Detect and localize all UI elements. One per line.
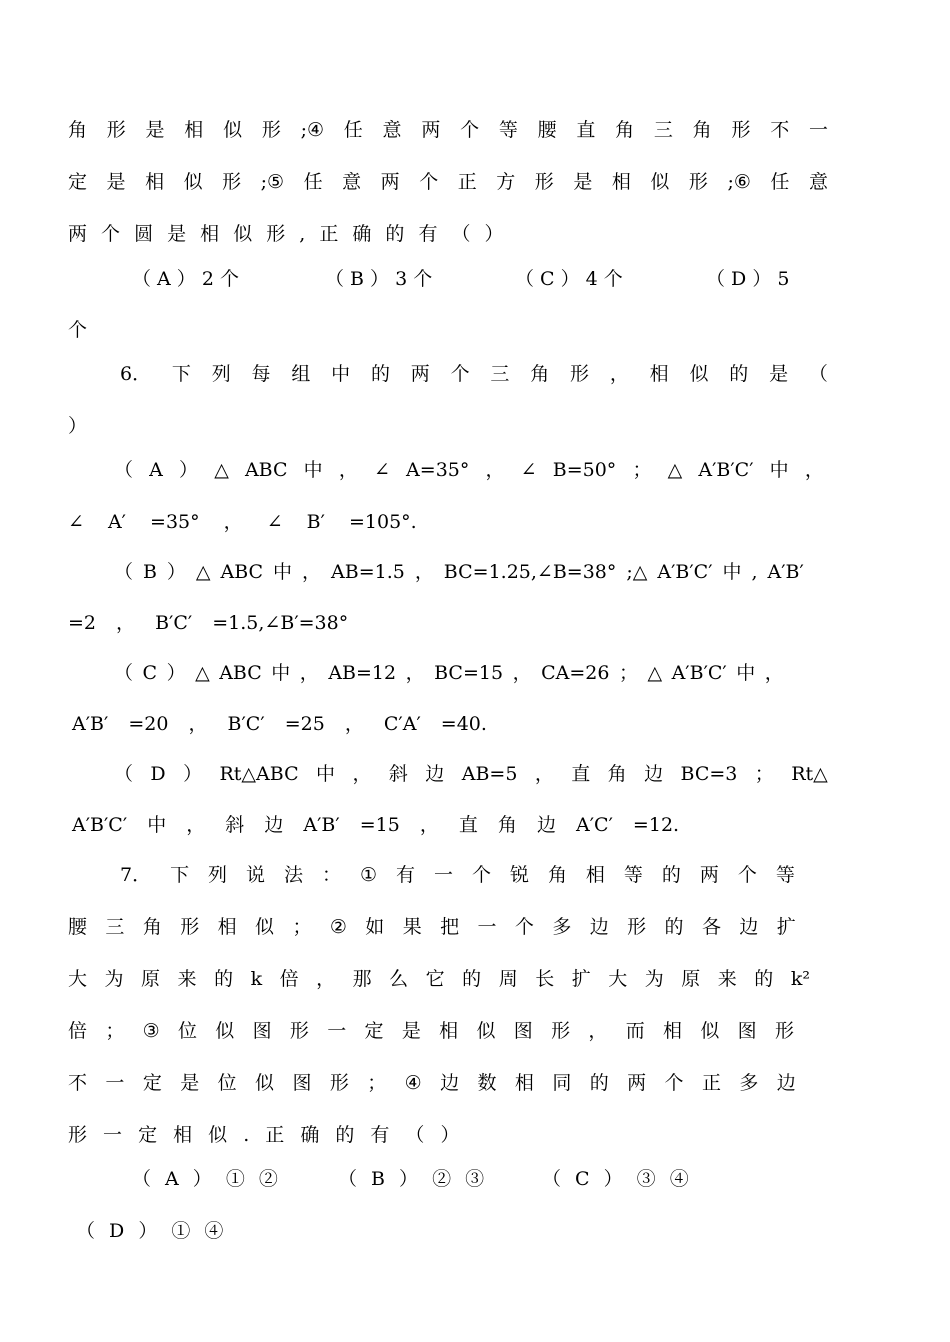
q6-option-b-line2: =2 ， B′C′ =1.5,∠B′=38°: [68, 612, 349, 634]
q7-line6: 形 一 定 相 似 . 正 确 的 有 （ ）: [68, 1124, 460, 1146]
q6-option-d-line1: （ D ） Rt△ABC 中 ， 斜 边 AB=5 ， 直 角 边 BC=3 ； Rt△: [114, 763, 828, 785]
q5-line1: 角 形 是 相 似 形 ;④ 任 意 两 个 等 腰 直 角 三 角 形 不 一: [68, 119, 828, 141]
q6-stem-cont: ）: [68, 415, 88, 437]
q6-option-c-line1: （ C ） △ ABC 中 ， AB=12 ， BC=15 ， CA=26 ； △ A′B′C′ 中 ，: [114, 662, 784, 684]
q5-option-d: （ D ） 5: [706, 268, 790, 290]
q7-line5: 不 一 定 是 位 似 图 形 ； ④ 边 数 相 同 的 两 个 正 多 边: [68, 1072, 796, 1094]
q6-option-a-line1: （ A ） △ ABC 中 ， ∠ A=35° ， ∠ B=50° ； △ A′B′C′ 中 ，: [114, 459, 824, 481]
q6-stem: 6． 下 列 每 组 中 的 两 个 三 角 形 ， 相 似 的 是 （: [120, 363, 828, 385]
q5-option-b: （ B ） 3 个: [325, 268, 433, 290]
q5-option-c: （ C ） 4 个: [515, 268, 623, 290]
q7-option-b: （ B ） ② ③: [338, 1168, 485, 1190]
q5-option-a: （ A ） 2 个: [132, 268, 239, 290]
q6-option-b-line1: （ B ） △ ABC 中 ， AB=1.5 ， BC=1.25,∠B=38° ;△ A′B′C′ 中 , A′B′: [114, 561, 804, 583]
q5-option-d-cont: 个: [68, 319, 88, 341]
q6-option-d-line2: A′B′C′ 中 ， 斜 边 A′B′ =15 ， 直 角 边 A′C′ =12.: [72, 814, 680, 836]
q6-option-a-line2: ∠ A′ =35° ， ∠ B′ =105°.: [68, 511, 417, 533]
q7-option-d: （ D ） ① ④: [76, 1220, 224, 1242]
q7-option-a: （ A ） ① ②: [132, 1168, 278, 1190]
q7-line3: 大 为 原 来 的 k 倍 ， 那 么 它 的 周 长 扩 大 为 原 来 的 k²: [68, 968, 810, 990]
q5-line3: 两 个 圆 是 相 似 形 , 正 确 的 有 （ ）: [68, 223, 504, 245]
q5-line2: 定 是 相 似 形 ;⑤ 任 意 两 个 正 方 形 是 相 似 形 ;⑥ 任 意: [68, 171, 828, 193]
q7-line1: 7． 下 列 说 法 ： ① 有 一 个 锐 角 相 等 的 两 个 等: [120, 864, 795, 886]
q7-line4: 倍 ； ③ 位 似 图 形 一 定 是 相 似 图 形 ， 而 相 似 图 形: [68, 1020, 794, 1042]
q7-line2: 腰 三 角 形 相 似 ； ② 如 果 把 一 个 多 边 形 的 各 边 扩: [68, 916, 796, 938]
q6-option-c-line2: A′B′ =20 ， B′C′ =25 ， C′A′ =40.: [72, 713, 487, 735]
q7-option-c: （ C ） ③ ④: [542, 1168, 689, 1190]
